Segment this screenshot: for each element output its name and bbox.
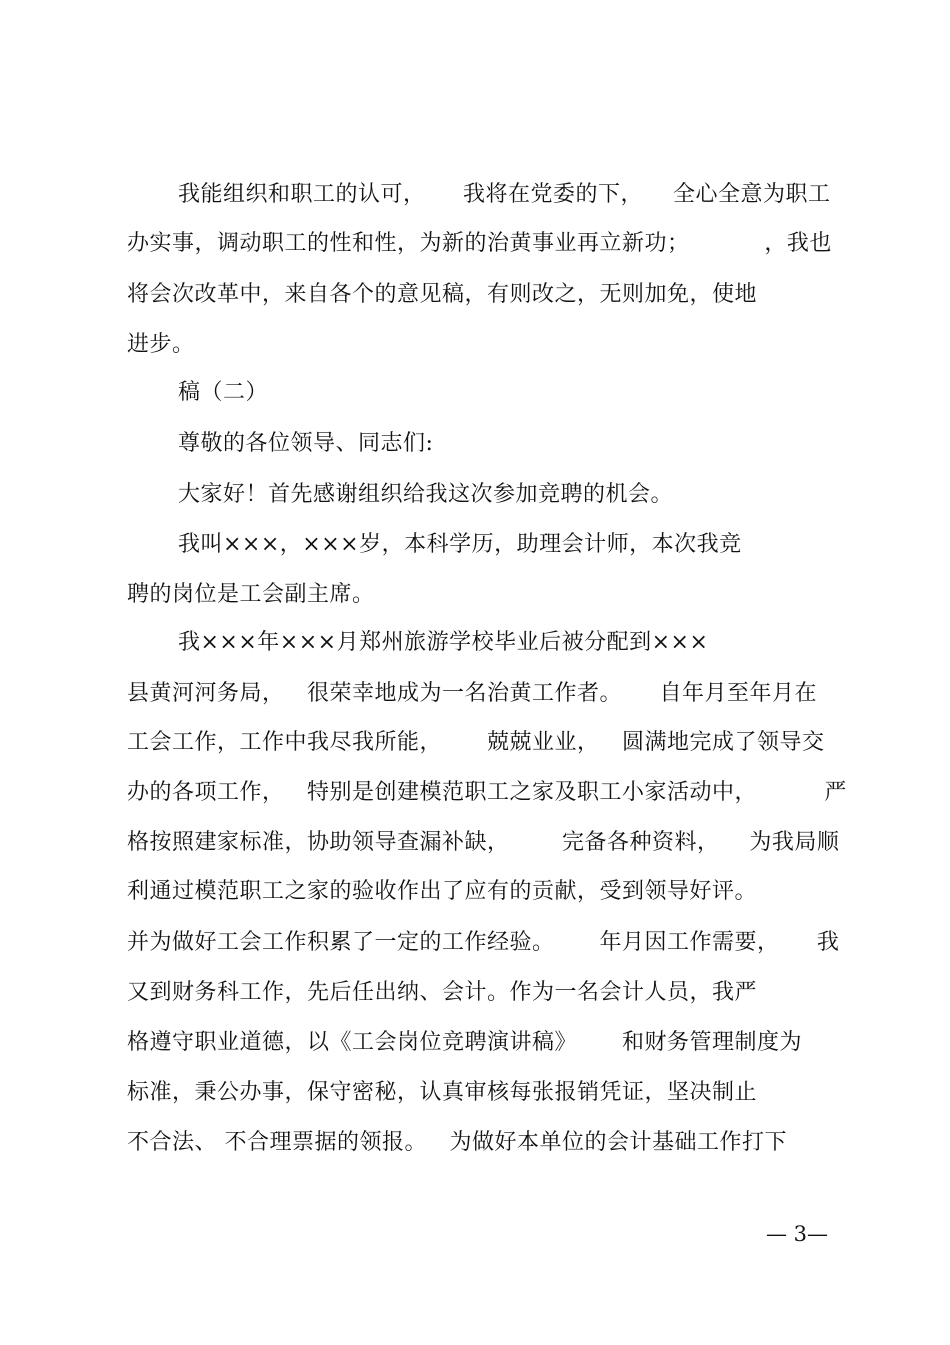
text-line: 格按照建家标准，协助领导查漏补缺， 完备各种资料， 为我局顺 (127, 830, 840, 855)
text-line: 大家好！首先感谢组织给我这次参加竞聘的机会。 (178, 482, 674, 507)
text-line: 进步。 (127, 332, 195, 357)
text-line: 标准，秉公办事，保守密秘，认真审核每张报销凭证，坚决制止 (127, 1080, 758, 1105)
text-line: 利通过模范职工之家的验收作出了应有的贡献，受到领导好评。 (127, 879, 758, 904)
text-line: 我能组织和职工的认可， 我将在党委的下， 全心全意为职工 (178, 182, 831, 207)
salutation: 尊敬的各位领导、同志们: (178, 431, 434, 456)
text-line: 办实事，调动职工的性和性，为新的治黄事业再立新功； ，我也 (127, 231, 832, 256)
text-line: 办的各项工作， 特别是创建模范职工之家及职工小家活动中， 严 (127, 780, 847, 805)
text-line: 不合法、 不合理票据的领报。 为做好本单位的会计基础工作打下 (127, 1130, 787, 1155)
page-number: — 3— (765, 1222, 828, 1246)
text-line: 又到财务科工作，先后任出纳、会计。作为一名会计人员，我严 (127, 980, 758, 1005)
text-line: 我叫×××，×××岁，本科学历，助理会计师，本次我竞 (178, 532, 742, 557)
text-line: 并为做好工会工作积累了一定的工作经验。 年月因工作需要， 我 (127, 930, 840, 955)
text-line: 将会次改革中，来自各个的意见稿，有则改之，无则加免，使地 (127, 282, 758, 307)
text-line: 我×××年×××月郑州旅游学校毕业后被分配到××× (178, 630, 709, 655)
text-line: 工会工作，工作中我尽我所能， 兢兢业业， 圆满地完成了领导交 (127, 730, 825, 755)
text-line: 聘的岗位是工会副主席。 (127, 582, 375, 607)
text-line: 县黄河河务局， 很荣幸地成为一名治黄工作者。 自年月至年月在 (127, 681, 817, 706)
section-heading: 稿（二） (178, 380, 269, 405)
text-line: 格遵守职业道德，以《工会岗位竞聘演讲稿》 和财务管理制度为 (127, 1030, 802, 1055)
